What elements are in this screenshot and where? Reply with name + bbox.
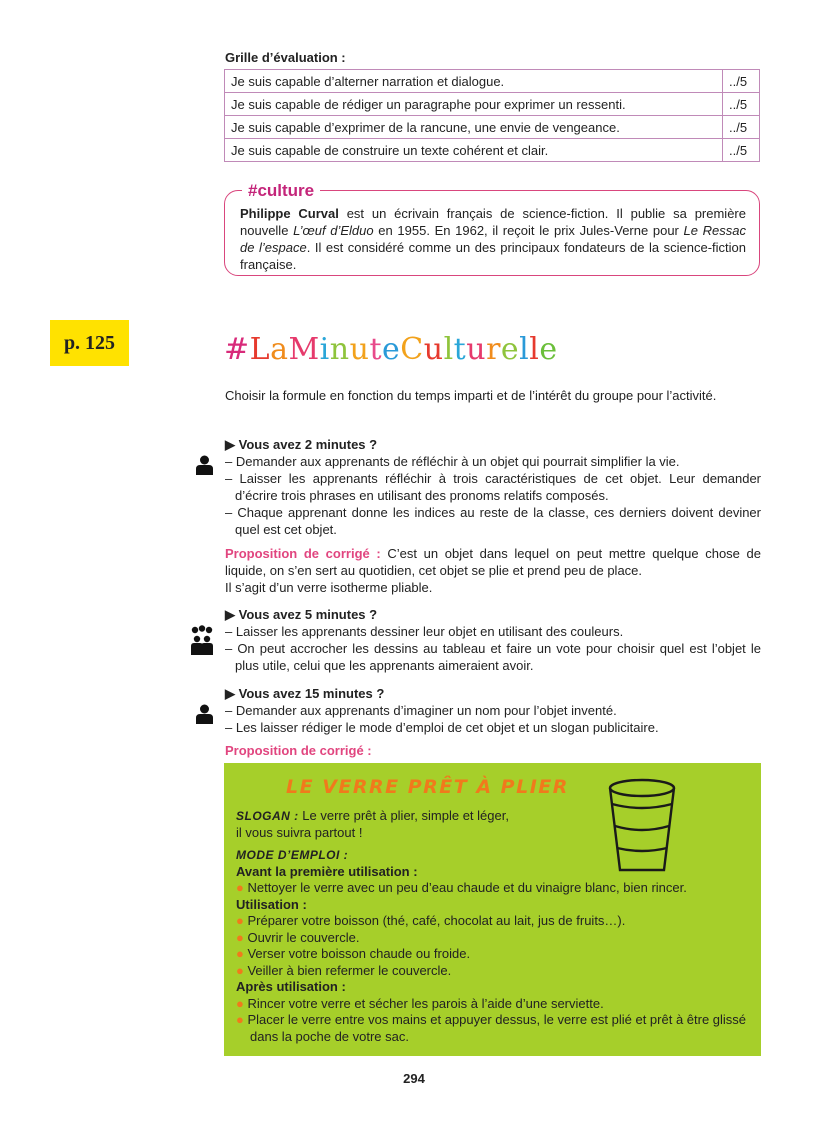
list-item: [236, 1012, 752, 1045]
list-item: [236, 913, 752, 930]
section-title: [225, 436, 761, 453]
heading-letter: l: [519, 332, 530, 367]
grid-criterion: Je suis capable de construire un texte cohérent et clair.: [225, 139, 723, 162]
heading-letter: i: [319, 332, 330, 367]
heading-letter: C: [400, 332, 424, 367]
section-5-minutes: [225, 606, 761, 674]
culture-text-part: est un écrivain français de science-fiction. Il publie sa première nouvelle: [240, 206, 746, 238]
list-item: – Laisser les apprenants dessiner leur objet en utilisant des couleurs.: [225, 624, 624, 639]
mode-label: MODE D’EMPLOI :: [236, 848, 349, 862]
list-item-text: Ouvrir le couvercle.: [247, 929, 360, 945]
answer-label: Proposition de corrigé :: [225, 743, 372, 758]
grid-row: [225, 70, 760, 93]
grid-row: [225, 116, 760, 139]
list-item: – On peut accrocher les dessins au tableau et faire un vote pour choisir quel est l’objet le plus utile, celui que les apprenants aimeraient avoir.: [225, 641, 761, 673]
before-title: Avant la première utilisation :: [236, 863, 418, 879]
heading-letter: l: [443, 332, 454, 367]
culture-tag: #culture: [242, 181, 320, 201]
arrow-icon: ▶: [225, 437, 235, 452]
heading-letter: u: [349, 332, 370, 367]
culture-text: [240, 205, 746, 273]
heading-letter: u: [466, 332, 487, 367]
single-person-icon: [196, 455, 213, 478]
list-item: – Chaque apprenant donne les indices au reste de la classe, ces derniers doivent deviner quel est cet objet.: [225, 505, 761, 537]
list-item-text: Placer le verre entre vos mains et appuyer dessus, le verre est plié et prêt à être glissé dans la poche de votre sac.: [247, 1012, 747, 1044]
heading-letter: a: [270, 332, 289, 367]
book-title: Le Ressac de l’espace: [240, 223, 747, 255]
list-item: [236, 996, 752, 1013]
heading-letter: n: [329, 332, 350, 367]
arrow-icon: ▶: [225, 686, 235, 701]
section-2-minutes: [225, 436, 761, 596]
section-title-text: Vous avez 15 minutes ?: [238, 686, 385, 701]
page-reference-badge: p. 125: [50, 320, 129, 366]
list-item: – Demander aux apprenants de réfléchir à un objet qui pourrait simplifier la vie.: [225, 454, 680, 469]
bullet-icon: ●: [236, 880, 248, 895]
heading-letter: r: [486, 332, 501, 367]
list-item-text: Verser votre boisson chaude ou froide.: [247, 946, 471, 961]
after-title: Après utilisation :: [236, 979, 346, 994]
heading-letter: L: [249, 332, 271, 367]
answer-text: C’est un objet dans lequel on peut mettre quelque chose de liquide, on s’en sert au quotidien, cet objet se plie et prend peu de place.: [225, 546, 762, 578]
list-item: [236, 930, 752, 947]
recipe-content: [236, 808, 752, 1045]
section-15-minutes: [225, 685, 761, 759]
answer-text-line: Il s’agit d’un verre isotherme pliable.: [225, 580, 433, 595]
recipe-title: LE VERRE PRÊT À PLIER: [286, 776, 569, 798]
list-item-text: Nettoyer le verre avec un peu d’eau chaude et du vinaigre blanc, bien rincer.: [247, 880, 687, 895]
slogan-text-line: il vous suivra partout !: [236, 824, 363, 840]
page-number: 294: [403, 1071, 425, 1086]
section-title: [225, 606, 761, 623]
evaluation-grid: [224, 69, 760, 162]
list-item: [236, 946, 752, 963]
grid-score: ../5: [723, 116, 760, 139]
group-icon: [189, 625, 215, 658]
heading-letter: l: [529, 332, 540, 367]
grid-criterion: Je suis capable d’exprimer de la rancune, une envie de vengeance.: [225, 116, 723, 139]
section-title-text: Vous avez 2 minutes ?: [238, 437, 378, 452]
list-item: – Laisser les apprenants réfléchir à trois caractéristiques de cet objet. Leur demander d’écrire trois phrases en utilisant des pronoms relatifs composés.: [225, 471, 761, 503]
author-name: Philippe Curval: [240, 206, 339, 221]
list-item: [236, 880, 752, 897]
slogan: [236, 808, 752, 825]
use-title: Utilisation :: [236, 896, 307, 912]
bullet-icon: ●: [236, 929, 248, 945]
heading-letter: e: [539, 332, 558, 367]
heading-letter: u: [423, 332, 444, 367]
bullet-icon: ●: [236, 962, 248, 978]
slogan-label: SLOGAN :: [236, 809, 299, 823]
arrow-icon: ▶: [225, 607, 235, 622]
book-title: L’œuf d’Elduo: [293, 223, 374, 238]
heading-letter: M: [288, 332, 320, 367]
culture-text-part: en 1955. En 1962, il reçoit le prix Jules-Verne pour: [373, 223, 684, 238]
section-title-text: Vous avez 5 minutes ?: [238, 607, 378, 622]
list-item: [236, 963, 752, 980]
heading-letter: t: [369, 332, 382, 367]
single-person-icon: [196, 704, 213, 727]
grid-score: ../5: [723, 93, 760, 116]
section-heading: [224, 332, 558, 367]
answer-proposal: [225, 545, 761, 579]
bullet-icon: ●: [236, 913, 248, 928]
grid-criterion: Je suis capable d’alterner narration et dialogue.: [225, 70, 723, 93]
grid-title: Grille d’évaluation :: [225, 50, 346, 65]
slogan-text: Le verre prêt à plier, simple et léger,: [298, 808, 509, 823]
heading-letter: #: [224, 332, 250, 367]
list-item-text: Préparer votre boisson (thé, café, chocolat au lait, jus de fruits…).: [247, 913, 626, 928]
grid-row: [225, 139, 760, 162]
list-item: – Demander aux apprenants d’imaginer un nom pour l’objet inventé.: [225, 703, 617, 718]
list-item: – Les laisser rédiger le mode d’emploi de cet objet et un slogan publicitaire.: [225, 720, 659, 735]
grid-row: [225, 93, 760, 116]
bullet-icon: ●: [236, 995, 248, 1011]
grid-criterion: Je suis capable de rédiger un paragraphe pour exprimer un ressenti.: [225, 93, 723, 116]
intro-text: Choisir la formule en fonction du temps imparti et de l’intérêt du groupe pour l’activité.: [225, 388, 717, 403]
list-item-text: Rincer votre verre et sécher les parois à l’aide d’une serviette.: [247, 995, 604, 1011]
heading-letter: e: [382, 332, 401, 367]
section-title: [225, 685, 761, 702]
bullet-icon: ●: [236, 1012, 248, 1027]
grid-score: ../5: [723, 70, 760, 93]
answer-label: Proposition de corrigé :: [225, 546, 381, 561]
heading-letter: t: [453, 332, 467, 367]
list-item-text: Veiller à bien refermer le couvercle.: [247, 962, 452, 978]
bullet-icon: ●: [236, 946, 248, 961]
heading-letter: e: [500, 332, 520, 367]
culture-text-part: . Il est considéré comme un des principaux fondateurs de la science-fiction française.: [240, 240, 746, 272]
grid-score: ../5: [723, 139, 760, 162]
